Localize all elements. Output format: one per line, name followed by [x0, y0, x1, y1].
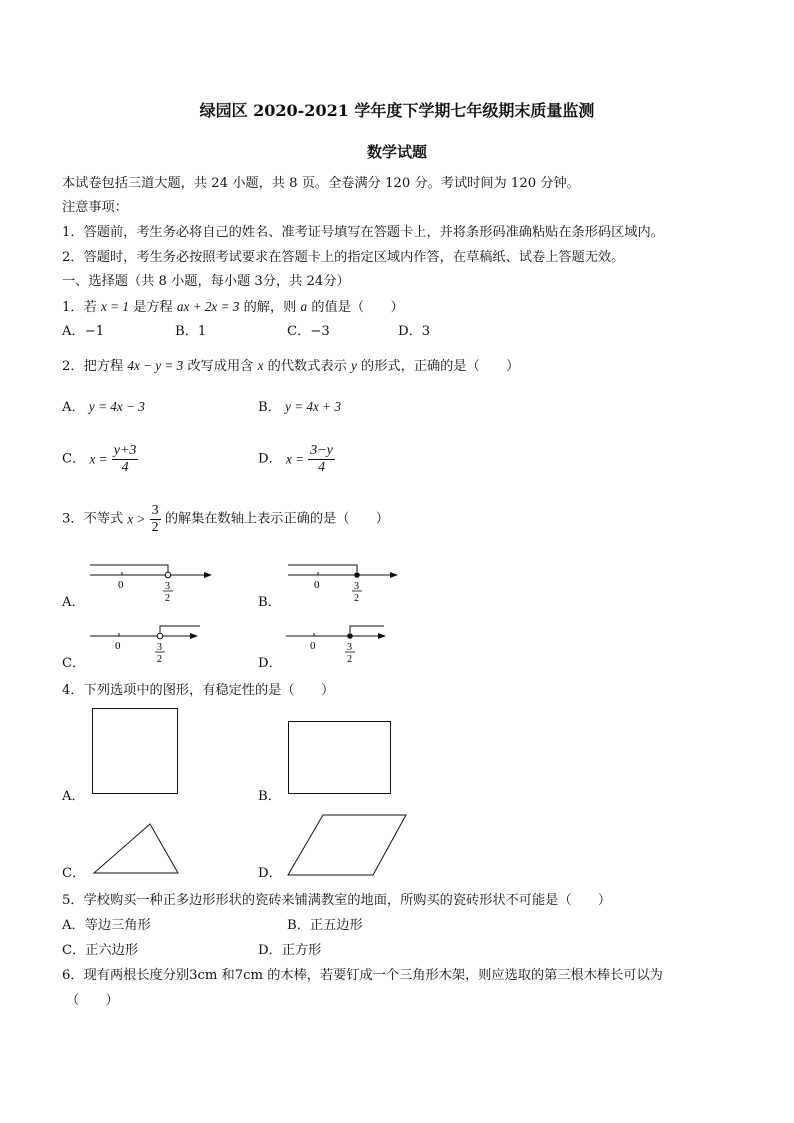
q4-option-a-label: A．	[62, 789, 85, 804]
q4-option-b-label: B．	[258, 789, 281, 804]
fraction	[308, 443, 335, 476]
fraction-numerator: y+3	[113, 443, 137, 458]
number-line-a	[88, 560, 218, 610]
q2-text: 的代数式表示	[267, 359, 347, 374]
question-1-stem	[62, 298, 404, 317]
q5-option-d: D．正方形	[258, 943, 322, 958]
q2-math: y	[350, 358, 357, 373]
note-1: 1．答题前，考生务必将自己的姓名、准考证号填写在答题卡上，并将条形码准确粘贴在条形码区域内。	[62, 225, 664, 240]
fraction-numerator: 3−y	[310, 443, 333, 458]
q2-text: 2．把方程	[62, 359, 124, 374]
fraction-numerator: 3	[151, 503, 159, 518]
q2-option-b	[258, 398, 341, 417]
q1-math: a	[300, 299, 308, 314]
q1-option-c: C．−3	[287, 324, 330, 339]
question-2-stem	[62, 357, 519, 376]
tick-num: 3	[157, 642, 162, 653]
number-line-c	[88, 620, 218, 670]
q2-text: 的形式，正确的是（ ）	[361, 359, 520, 374]
q3-text: 3．不等式	[62, 511, 124, 527]
option-label: B．	[258, 400, 281, 415]
q3-option-d-label: D．	[258, 656, 282, 671]
tick-zero: 0	[115, 640, 121, 652]
fraction	[150, 503, 161, 536]
q2-option-d	[258, 443, 335, 476]
page-title: 绿园区 2020-2021 学年度下学期七年级期末质量监测	[199, 101, 595, 120]
option-expression: y = 4x + 3	[285, 399, 341, 414]
q4-option-d-label: D．	[258, 866, 282, 881]
question-6-stem: 6．现有两根长度分别3cm 和7cm 的木棒，若要钉成一个三角形木架，则应选取的第三根木棒长可以为	[62, 968, 663, 983]
q5-option-c: C．正六边形	[62, 943, 139, 958]
tick-den: 2	[354, 593, 359, 604]
q1-option-a: A．−1	[62, 324, 105, 339]
fraction-denominator: 4	[121, 460, 129, 475]
q1-option-b: B．1	[175, 324, 207, 339]
option-expression: y = 4x − 3	[88, 399, 145, 414]
tick-den: 2	[347, 654, 352, 665]
q3-option-c-label: C．	[62, 656, 86, 671]
intro-line: 本试卷包括三道大题，共 24 小题，共 8 页。全卷满分 120 分。考试时间为 120 分钟。	[62, 176, 580, 191]
number-line-b	[286, 560, 416, 610]
shape-parallelogram	[286, 813, 411, 878]
tick-num: 3	[165, 581, 170, 592]
q2-math: 4x − y = 3	[127, 358, 184, 373]
question-3-stem	[62, 503, 389, 536]
q5-option-b: B．正五边形	[287, 918, 363, 933]
tick-num: 3	[354, 581, 359, 592]
fraction	[112, 443, 139, 476]
shape-rectangle	[288, 721, 398, 801]
q2-option-a	[62, 398, 145, 417]
tick-zero: 0	[314, 579, 320, 591]
q4-option-c-label: C．	[62, 866, 86, 881]
q1-math: ax + 2x = 3	[176, 299, 240, 314]
note-2: 2．答题时，考生务必按照考试要求在答题卡上的指定区域内作答，在草稿纸、试卷上答题无效。	[62, 250, 625, 265]
question-6-paren: （ ）	[66, 993, 119, 1008]
q1-option-d: D．3	[398, 324, 431, 339]
q5-option-a: A．等边三角形	[62, 918, 151, 933]
shape-square	[92, 708, 182, 798]
q1-text: 是方程	[133, 300, 173, 315]
q3-option-b-label: B．	[258, 595, 281, 610]
q1-math: x = 1	[100, 299, 129, 314]
shape-triangle	[92, 822, 187, 877]
q1-text: 的解，则	[243, 300, 297, 315]
option-expression: x =	[285, 451, 305, 467]
tick-num: 3	[347, 642, 352, 653]
page-subtitle: 数学试题	[366, 143, 427, 161]
q2-math: x	[257, 358, 264, 373]
option-label: D．	[258, 451, 282, 467]
tick-zero: 0	[118, 579, 124, 591]
question-5-stem: 5．学校购买一种正多边形形状的瓷砖来铺满教室的地面，所购买的瓷砖形状不可能是（ ）	[62, 893, 612, 908]
q1-text: 的值是（ ）	[311, 300, 404, 315]
q2-option-c	[62, 443, 138, 476]
question-4-stem: 4．下列选项中的图形，有稳定性的是（ ）	[62, 683, 335, 698]
tick-zero: 0	[310, 640, 316, 652]
fraction-denominator: 4	[318, 460, 326, 475]
q3-math: x >	[127, 511, 146, 527]
q2-text: 改写成用含	[187, 359, 254, 374]
tick-den: 2	[165, 593, 170, 604]
tick-den: 2	[157, 654, 162, 665]
q3-option-a-label: A．	[62, 595, 85, 610]
q3-text: 的解集在数轴上表示正确的是（ ）	[164, 511, 389, 527]
option-label: C．	[62, 451, 86, 467]
q1-text: 1．若	[62, 300, 97, 315]
number-line-d	[284, 620, 414, 670]
option-label: A．	[62, 400, 85, 415]
notes-heading: 注意事项：	[62, 200, 128, 215]
fraction-denominator: 2	[151, 520, 159, 535]
option-expression: x =	[89, 451, 108, 467]
section-heading: 一、选择题（共 8 小题，每小题 3分，共 24分）	[62, 274, 350, 289]
